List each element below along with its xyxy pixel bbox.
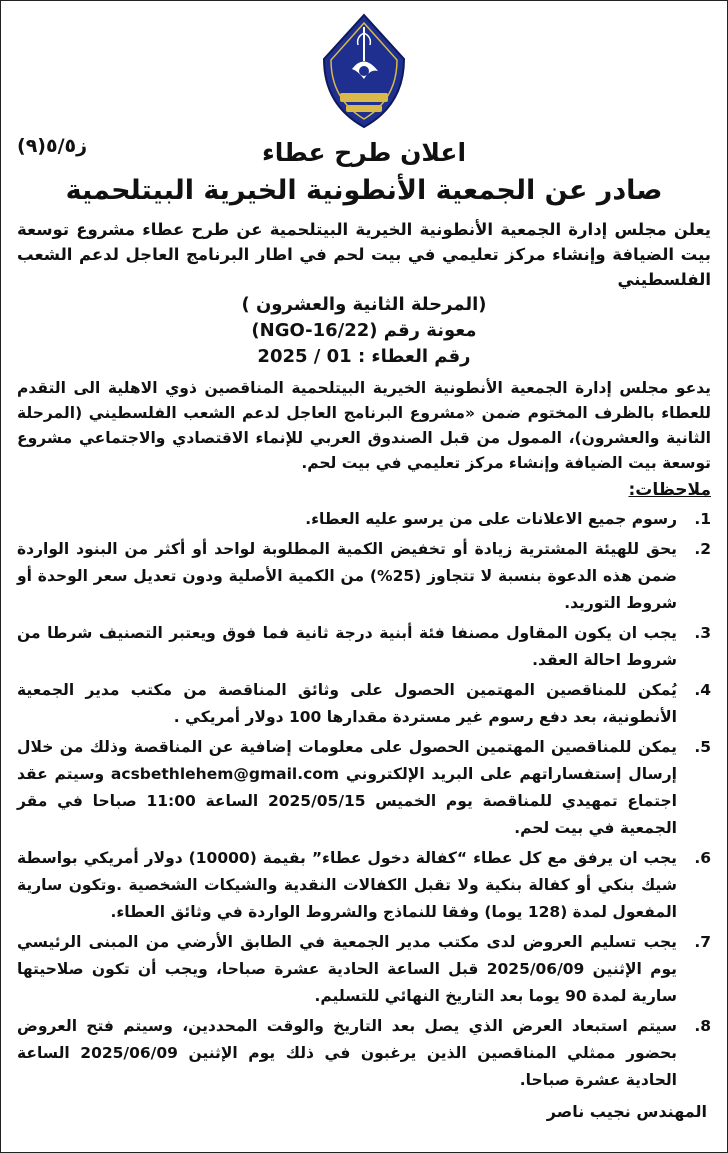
list-item — [17, 506, 711, 533]
note-number: 3. — [694, 624, 711, 642]
note-number: 2. — [694, 540, 711, 558]
signature: المهندس نجيب ناصر — [546, 1102, 707, 1121]
note-number: 6. — [694, 849, 711, 867]
note-text: يُمكن للمناقصين المهتمين الحصول على وثائق المناقصة من مكتب مدير الجمعية الأنطونية، بعد دفع رسوم غير مستردة مقدارها 100 دولار أمريكي . — [17, 681, 677, 726]
note-text: رسوم جميع الاعلانات على من يرسو عليه العطاء. — [305, 510, 677, 528]
note-number: 1. — [694, 510, 711, 528]
list-item — [17, 536, 711, 617]
list-item — [17, 620, 711, 674]
note-text: يجب تسليم العروض لدى مكتب مدير الجمعية في الطابق الأرضي من المبنى الرئيسي يوم الإثنين 2025/06/09 قبل الساعة الحادية عشرة صباحا، ويجب أن تكون صلاحيتها سارية لمدة 90 يوما بعد التاريخ النهائي للتسليم. — [17, 933, 678, 1005]
note-number: 8. — [694, 1017, 711, 1035]
notes-heading — [17, 478, 711, 502]
list-item — [17, 734, 711, 842]
phase-line: (المرحلة الثانية والعشرون ) — [241, 294, 487, 315]
shield-emblem-icon — [322, 13, 406, 129]
notes-list — [17, 506, 711, 1094]
note-text: سيتم استبعاد العرض الذي يصل بعد التاريخ والوقت المحددين، وسيتم فتح العروض بحضور ممثلي المناقصين الذين يرغبون في ذلك يوم الإثنين 2025/06/09 الساعة الحادية عشرة صباحا. — [17, 1017, 677, 1089]
announcement-title: اعلان طرح عطاء — [261, 138, 467, 167]
note-text: يجب ان يكون المقاول مصنفا فئة أبنية درجة ثانية فما فوق ويعتبر التصنيف شرطا من شروط احالة العقد. — [17, 624, 677, 669]
list-item — [17, 1013, 711, 1094]
notes-heading-label: ملاحظات: — [628, 480, 711, 500]
list-item — [17, 845, 711, 926]
note-number: 5. — [694, 738, 711, 756]
note-number: 7. — [694, 933, 711, 951]
note-text: يحق للهيئة المشترية زيادة أو تخفيض الكمية المطلوبة لواحد أو أكثر من البنود الواردة ضمن هذه الدعوة بنسبة لا تتجاوز (25%) من الكمية الأصلية ودون تعديل سعر الوحدة أو شروط التوريد. — [17, 540, 677, 612]
list-item — [17, 677, 711, 731]
tender-number: رقم العطاء : 01 / 2025 — [257, 346, 471, 367]
list-item — [17, 929, 711, 1010]
association-logo — [17, 13, 711, 129]
note-number: 4. — [694, 681, 711, 699]
issuer-subtitle: صادر عن الجمعية الأنطونية الخيرية البيتلحمية — [65, 175, 663, 206]
note-text: يمكن للمناقصين المهتمين الحصول على معلومات إضافية عن المناقصة وذلك من خلال إرسال إستفساراتهم على البريد الإلكتروني acsbethlehem@gmail.com وسيتم عقد اجتماع تمهيدي للمناقصة يوم الخميس 2025/05/15 الساعة 11:00 صباحا في مقر الجمعية في بيت لحم. — [17, 738, 677, 837]
reference-code: ز٥/٥(٩) — [17, 135, 88, 157]
invitation-paragraph: يدعو مجلس إدارة الجمعية الأنطونية الخيرية البيتلحمية المناقصين ذوي الاهلية الى التقدم للعطاء بالظرف المختوم ضمن «مشروع البرنامج العاجل لدعم الشعب الفلسطيني (المرحلة الثانية والعشرون)، الممول من قبل الصندوق العربي للإنماء الاقتصادي والاجتماعي مشروع توسعة بيت الضيافة وإنشاء مركز تعليمي في بيت لحم. — [17, 379, 711, 472]
grant-number: معونة رقم (22/NGO-16) — [251, 320, 477, 341]
intro-paragraph: يعلن مجلس إدارة الجمعية الأنطونية الخيرية البيتلحمية عن طرح عطاء مشروع توسعة بيت الضيافة وإنشاء مركز تعليمي في بيت لحم في اطار البرنامج العاجل لدعم الشعب الفلسطيني — [17, 220, 711, 289]
note-text: يجب ان يرفق مع كل عطاء “كفالة دخول عطاء” بقيمة (10000) دولار أمريكي بواسطة شيك بنكي أو كفالة بنكية ولا تقبل الكفالات النقدية والشيكات الشخصية .وتكون سارية المفعول لمدة (128 يوما) وفقا للنماذج والشروط الواردة في وثائق العطاء. — [17, 849, 677, 921]
